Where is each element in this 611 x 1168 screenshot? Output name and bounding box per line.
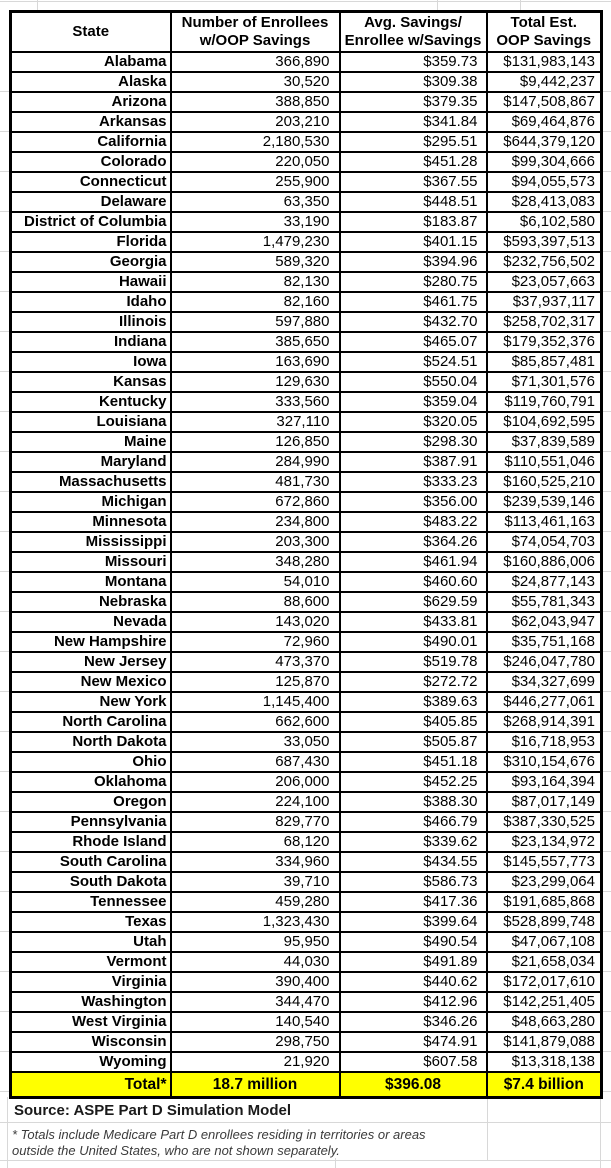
total-oop-savings: $7.4 billion	[487, 1072, 602, 1098]
enrollees-cell: 829,770	[171, 812, 340, 832]
enrollees-cell: 30,520	[171, 72, 340, 92]
table-row	[11, 852, 602, 872]
state-cell: Colorado	[11, 152, 171, 172]
avg-savings-cell: $389.63	[340, 692, 487, 712]
table-row	[11, 912, 602, 932]
table-row	[11, 552, 602, 572]
enrollees-cell: 140,540	[171, 1012, 340, 1032]
avg-savings-cell: $490.54	[340, 932, 487, 952]
enrollees-cell: 21,920	[171, 1052, 340, 1072]
total-savings-cell: $387,330,525	[487, 812, 602, 832]
avg-savings-cell: $460.60	[340, 572, 487, 592]
avg-savings-cell: $519.78	[340, 652, 487, 672]
state-cell: New Mexico	[11, 672, 171, 692]
avg-savings-cell: $367.55	[340, 172, 487, 192]
table-row	[11, 1012, 602, 1032]
enrollees-cell: 366,890	[171, 52, 340, 72]
total-savings-cell: $71,301,576	[487, 372, 602, 392]
enrollees-cell: 33,190	[171, 212, 340, 232]
gridline	[0, 1122, 611, 1123]
avg-savings-cell: $483.22	[340, 512, 487, 532]
table-row	[11, 352, 602, 372]
enrollees-cell: 284,990	[171, 452, 340, 472]
table-row	[11, 132, 602, 152]
gridline	[37, 0, 38, 10]
state-cell: North Dakota	[11, 732, 171, 752]
total-savings-cell: $446,277,061	[487, 692, 602, 712]
state-cell: Kansas	[11, 372, 171, 392]
enrollees-cell: 344,470	[171, 992, 340, 1012]
header-enrollees-line1: Number of Enrollees	[181, 13, 329, 31]
table-footer	[11, 1072, 602, 1098]
table-row	[11, 112, 602, 132]
table-row	[11, 192, 602, 212]
table-row	[11, 732, 602, 752]
state-cell: Hawaii	[11, 272, 171, 292]
state-cell: District of Columbia	[11, 212, 171, 232]
enrollees-cell: 126,850	[171, 432, 340, 452]
total-savings-cell: $87,017,149	[487, 792, 602, 812]
state-cell: West Virginia	[11, 1012, 171, 1032]
table-row	[11, 432, 602, 452]
total-savings-cell: $93,164,394	[487, 772, 602, 792]
avg-savings-cell: $346.26	[340, 1012, 487, 1032]
state-cell: Washington	[11, 992, 171, 1012]
total-savings-cell: $21,658,034	[487, 952, 602, 972]
avg-savings-cell: $295.51	[340, 132, 487, 152]
total-savings-cell: $13,318,138	[487, 1052, 602, 1072]
footnote-line-2: outside the United States, who are not shown separately.	[12, 1143, 340, 1158]
table-row	[11, 772, 602, 792]
state-cell: Delaware	[11, 192, 171, 212]
state-cell: Massachusetts	[11, 472, 171, 492]
table-row	[11, 952, 602, 972]
table-row	[11, 672, 602, 692]
avg-savings-cell: $586.73	[340, 872, 487, 892]
gridline	[600, 1097, 601, 1168]
total-savings-cell: $110,551,046	[487, 452, 602, 472]
state-cell: Michigan	[11, 492, 171, 512]
total-savings-cell: $23,057,663	[487, 272, 602, 292]
avg-savings-cell: $491.89	[340, 952, 487, 972]
avg-savings-cell: $401.15	[340, 232, 487, 252]
state-cell: Rhode Island	[11, 832, 171, 852]
table-row	[11, 152, 602, 172]
avg-savings-cell: $298.30	[340, 432, 487, 452]
total-savings-cell: $9,442,237	[487, 72, 602, 92]
table-row	[11, 512, 602, 532]
table-row	[11, 252, 602, 272]
avg-savings-cell: $451.28	[340, 152, 487, 172]
total-avg-savings: $396.08	[340, 1072, 487, 1098]
state-cell: Maine	[11, 432, 171, 452]
avg-savings-cell: $466.79	[340, 812, 487, 832]
header-total-savings	[487, 12, 602, 52]
state-cell: Idaho	[11, 292, 171, 312]
gridline	[7, 1097, 8, 1168]
state-cell: Mississippi	[11, 532, 171, 552]
header-enrollees	[171, 12, 340, 52]
state-cell: New Hampshire	[11, 632, 171, 652]
state-cell: Arkansas	[11, 112, 171, 132]
state-cell: South Dakota	[11, 872, 171, 892]
state-cell: Oklahoma	[11, 772, 171, 792]
avg-savings-cell: $434.55	[340, 852, 487, 872]
gridline	[0, 52, 9, 1097]
total-savings-cell: $191,685,868	[487, 892, 602, 912]
enrollees-cell: 63,350	[171, 192, 340, 212]
enrollees-cell: 220,050	[171, 152, 340, 172]
table-row	[11, 312, 602, 332]
total-savings-cell: $37,839,589	[487, 432, 602, 452]
state-cell: Alabama	[11, 52, 171, 72]
table-row	[11, 892, 602, 912]
gridline	[0, 1160, 611, 1161]
enrollees-cell: 125,870	[171, 672, 340, 692]
table-row	[11, 872, 602, 892]
total-savings-cell: $239,539,146	[487, 492, 602, 512]
enrollees-cell: 385,650	[171, 332, 340, 352]
header-total-savings-line2: OOP Savings	[496, 31, 592, 49]
header-state-label: State	[72, 22, 110, 40]
total-savings-cell: $179,352,376	[487, 332, 602, 352]
table-row	[11, 472, 602, 492]
enrollees-cell: 388,850	[171, 92, 340, 112]
table-row	[11, 452, 602, 472]
table-row	[11, 412, 602, 432]
enrollees-cell: 390,400	[171, 972, 340, 992]
state-cell: Louisiana	[11, 412, 171, 432]
enrollees-cell: 481,730	[171, 472, 340, 492]
enrollees-cell: 1,479,230	[171, 232, 340, 252]
state-cell: Tennessee	[11, 892, 171, 912]
table-row	[11, 592, 602, 612]
enrollees-cell: 1,323,430	[171, 912, 340, 932]
avg-savings-cell: $356.00	[340, 492, 487, 512]
enrollees-cell: 327,110	[171, 412, 340, 432]
state-cell: Wisconsin	[11, 1032, 171, 1052]
avg-savings-cell: $320.05	[340, 412, 487, 432]
enrollees-cell: 129,630	[171, 372, 340, 392]
state-cell: Illinois	[11, 312, 171, 332]
table-row	[11, 632, 602, 652]
header-row	[11, 12, 602, 52]
state-cell: Oregon	[11, 792, 171, 812]
total-savings-cell: $119,760,791	[487, 392, 602, 412]
total-savings-cell: $142,251,405	[487, 992, 602, 1012]
avg-savings-cell: $341.84	[340, 112, 487, 132]
enrollees-cell: 95,950	[171, 932, 340, 952]
avg-savings-cell: $505.87	[340, 732, 487, 752]
avg-savings-cell: $465.07	[340, 332, 487, 352]
table-row	[11, 932, 602, 952]
avg-savings-cell: $405.85	[340, 712, 487, 732]
enrollees-cell: 203,300	[171, 532, 340, 552]
total-savings-cell: $99,304,666	[487, 152, 602, 172]
table-row	[11, 1032, 602, 1052]
table-row	[11, 292, 602, 312]
state-cell: Vermont	[11, 952, 171, 972]
total-savings-cell: $310,154,676	[487, 752, 602, 772]
avg-savings-cell: $417.36	[340, 892, 487, 912]
table-row	[11, 232, 602, 252]
total-savings-cell: $141,879,088	[487, 1032, 602, 1052]
enrollees-cell: 206,000	[171, 772, 340, 792]
state-cell: New Jersey	[11, 652, 171, 672]
total-savings-cell: $268,914,391	[487, 712, 602, 732]
total-savings-cell: $145,557,773	[487, 852, 602, 872]
avg-savings-cell: $364.26	[340, 532, 487, 552]
table-row	[11, 612, 602, 632]
total-savings-cell: $16,718,953	[487, 732, 602, 752]
total-savings-cell: $23,299,064	[487, 872, 602, 892]
avg-savings-cell: $394.96	[340, 252, 487, 272]
avg-savings-cell: $272.72	[340, 672, 487, 692]
avg-savings-cell: $339.62	[340, 832, 487, 852]
avg-savings-cell: $550.04	[340, 372, 487, 392]
gridline	[437, 0, 438, 10]
gridline	[602, 52, 611, 1097]
total-savings-cell: $37,937,117	[487, 292, 602, 312]
header-avg-savings-line1: Avg. Savings/	[364, 13, 462, 31]
state-cell: Georgia	[11, 252, 171, 272]
total-enrollees: 18.7 million	[171, 1072, 340, 1098]
table-row	[11, 372, 602, 392]
header-state	[11, 12, 171, 52]
state-cell: Missouri	[11, 552, 171, 572]
table-row	[11, 272, 602, 292]
header-avg-savings-line2: Enrollee w/Savings	[344, 31, 482, 49]
avg-savings-cell: $452.25	[340, 772, 487, 792]
source-note: Source: ASPE Part D Simulation Model	[14, 1102, 291, 1119]
header-total-savings-line1: Total Est.	[510, 13, 577, 31]
state-cell: Connecticut	[11, 172, 171, 192]
enrollees-cell: 44,030	[171, 952, 340, 972]
enrollees-cell: 82,130	[171, 272, 340, 292]
avg-savings-cell: $607.58	[340, 1052, 487, 1072]
total-savings-cell: $28,413,083	[487, 192, 602, 212]
total-savings-cell: $104,692,595	[487, 412, 602, 432]
enrollees-cell: 662,600	[171, 712, 340, 732]
state-cell: Kentucky	[11, 392, 171, 412]
avg-savings-cell: $461.94	[340, 552, 487, 572]
table-row	[11, 752, 602, 772]
total-savings-cell: $23,134,972	[487, 832, 602, 852]
enrollees-cell: 473,370	[171, 652, 340, 672]
enrollees-cell: 203,210	[171, 112, 340, 132]
table-row	[11, 992, 602, 1012]
table-row	[11, 1052, 602, 1072]
avg-savings-cell: $448.51	[340, 192, 487, 212]
total-label: Total*	[11, 1072, 171, 1098]
state-cell: Texas	[11, 912, 171, 932]
total-savings-cell: $6,102,580	[487, 212, 602, 232]
total-savings-cell: $62,043,947	[487, 612, 602, 632]
enrollees-cell: 459,280	[171, 892, 340, 912]
avg-savings-cell: $183.87	[340, 212, 487, 232]
avg-savings-cell: $309.38	[340, 72, 487, 92]
enrollees-cell: 597,880	[171, 312, 340, 332]
enrollees-cell: 589,320	[171, 252, 340, 272]
total-savings-cell: $172,017,610	[487, 972, 602, 992]
table-row	[11, 172, 602, 192]
total-savings-cell: $644,379,120	[487, 132, 602, 152]
table-row	[11, 972, 602, 992]
enrollees-cell: 687,430	[171, 752, 340, 772]
state-cell: Virginia	[11, 972, 171, 992]
footnote-line-1: * Totals include Medicare Part D enrollees residing in territories or areas	[12, 1127, 426, 1142]
enrollees-cell: 33,050	[171, 732, 340, 752]
table-row	[11, 812, 602, 832]
enrollees-cell: 88,600	[171, 592, 340, 612]
avg-savings-cell: $524.51	[340, 352, 487, 372]
table-row	[11, 712, 602, 732]
total-savings-cell: $34,327,699	[487, 672, 602, 692]
enrollees-cell: 82,160	[171, 292, 340, 312]
table-row	[11, 92, 602, 112]
enrollees-cell: 334,960	[171, 852, 340, 872]
avg-savings-cell: $474.91	[340, 1032, 487, 1052]
table-row	[11, 792, 602, 812]
table-row	[11, 692, 602, 712]
avg-savings-cell: $412.96	[340, 992, 487, 1012]
table-row	[11, 332, 602, 352]
state-cell: Florida	[11, 232, 171, 252]
state-cell: North Carolina	[11, 712, 171, 732]
table-row	[11, 212, 602, 232]
state-cell: Minnesota	[11, 512, 171, 532]
avg-savings-cell: $387.91	[340, 452, 487, 472]
enrollees-cell: 68,120	[171, 832, 340, 852]
avg-savings-cell: $490.01	[340, 632, 487, 652]
avg-savings-cell: $333.23	[340, 472, 487, 492]
avg-savings-cell: $451.18	[340, 752, 487, 772]
total-savings-cell: $147,508,867	[487, 92, 602, 112]
total-savings-cell: $69,464,876	[487, 112, 602, 132]
enrollees-cell: 143,020	[171, 612, 340, 632]
state-oop-savings-table	[9, 10, 603, 1099]
avg-savings-cell: $433.81	[340, 612, 487, 632]
state-cell: Indiana	[11, 332, 171, 352]
enrollees-cell: 1,145,400	[171, 692, 340, 712]
total-savings-cell: $47,067,108	[487, 932, 602, 952]
state-cell: Alaska	[11, 72, 171, 92]
enrollees-cell: 224,100	[171, 792, 340, 812]
state-cell: South Carolina	[11, 852, 171, 872]
state-cell: Iowa	[11, 352, 171, 372]
total-savings-cell: $246,047,780	[487, 652, 602, 672]
total-savings-cell: $35,751,168	[487, 632, 602, 652]
table-body	[11, 52, 602, 1072]
total-savings-cell: $258,702,317	[487, 312, 602, 332]
total-savings-cell: $160,525,210	[487, 472, 602, 492]
enrollees-cell: 298,750	[171, 1032, 340, 1052]
avg-savings-cell: $440.62	[340, 972, 487, 992]
total-savings-cell: $74,054,703	[487, 532, 602, 552]
table-row	[11, 832, 602, 852]
footnote	[12, 1127, 426, 1159]
state-cell: Utah	[11, 932, 171, 952]
enrollees-cell: 348,280	[171, 552, 340, 572]
total-savings-cell: $113,461,163	[487, 512, 602, 532]
table-row	[11, 392, 602, 412]
enrollees-cell: 163,690	[171, 352, 340, 372]
avg-savings-cell: $379.35	[340, 92, 487, 112]
avg-savings-cell: $399.64	[340, 912, 487, 932]
avg-savings-cell: $359.04	[340, 392, 487, 412]
state-cell: Maryland	[11, 452, 171, 472]
avg-savings-cell: $388.30	[340, 792, 487, 812]
enrollees-cell: 2,180,530	[171, 132, 340, 152]
avg-savings-cell: $461.75	[340, 292, 487, 312]
avg-savings-cell: $432.70	[340, 312, 487, 332]
state-cell: Montana	[11, 572, 171, 592]
total-savings-cell: $48,663,280	[487, 1012, 602, 1032]
table-header	[11, 12, 602, 52]
avg-savings-cell: $280.75	[340, 272, 487, 292]
total-savings-cell: $232,756,502	[487, 252, 602, 272]
enrollees-cell: 39,710	[171, 872, 340, 892]
state-cell: New York	[11, 692, 171, 712]
state-cell: Pennsylvania	[11, 812, 171, 832]
header-enrollees-line2: w/OOP Savings	[199, 31, 311, 49]
gridline	[487, 1097, 488, 1160]
enrollees-cell: 255,900	[171, 172, 340, 192]
header-avg-savings	[340, 12, 487, 52]
state-cell: Arizona	[11, 92, 171, 112]
state-cell: Ohio	[11, 752, 171, 772]
avg-savings-cell: $359.73	[340, 52, 487, 72]
total-savings-cell: $24,877,143	[487, 572, 602, 592]
state-cell: Wyoming	[11, 1052, 171, 1072]
total-savings-cell: $528,899,748	[487, 912, 602, 932]
total-savings-cell: $131,983,143	[487, 52, 602, 72]
table-row	[11, 492, 602, 512]
state-cell: California	[11, 132, 171, 152]
enrollees-cell: 672,860	[171, 492, 340, 512]
total-savings-cell: $55,781,343	[487, 592, 602, 612]
gridline	[520, 0, 521, 10]
enrollees-cell: 234,800	[171, 512, 340, 532]
table-row	[11, 52, 602, 72]
enrollees-cell: 72,960	[171, 632, 340, 652]
total-savings-cell: $160,886,006	[487, 552, 602, 572]
table-row	[11, 652, 602, 672]
avg-savings-cell: $629.59	[340, 592, 487, 612]
enrollees-cell: 333,560	[171, 392, 340, 412]
total-savings-cell: $85,857,481	[487, 352, 602, 372]
table-row	[11, 532, 602, 552]
total-savings-cell: $94,055,573	[487, 172, 602, 192]
enrollees-cell: 54,010	[171, 572, 340, 592]
table-row	[11, 72, 602, 92]
table-row	[11, 572, 602, 592]
total-savings-cell: $593,397,513	[487, 232, 602, 252]
state-cell: Nebraska	[11, 592, 171, 612]
state-cell: Nevada	[11, 612, 171, 632]
total-row	[11, 1072, 602, 1098]
